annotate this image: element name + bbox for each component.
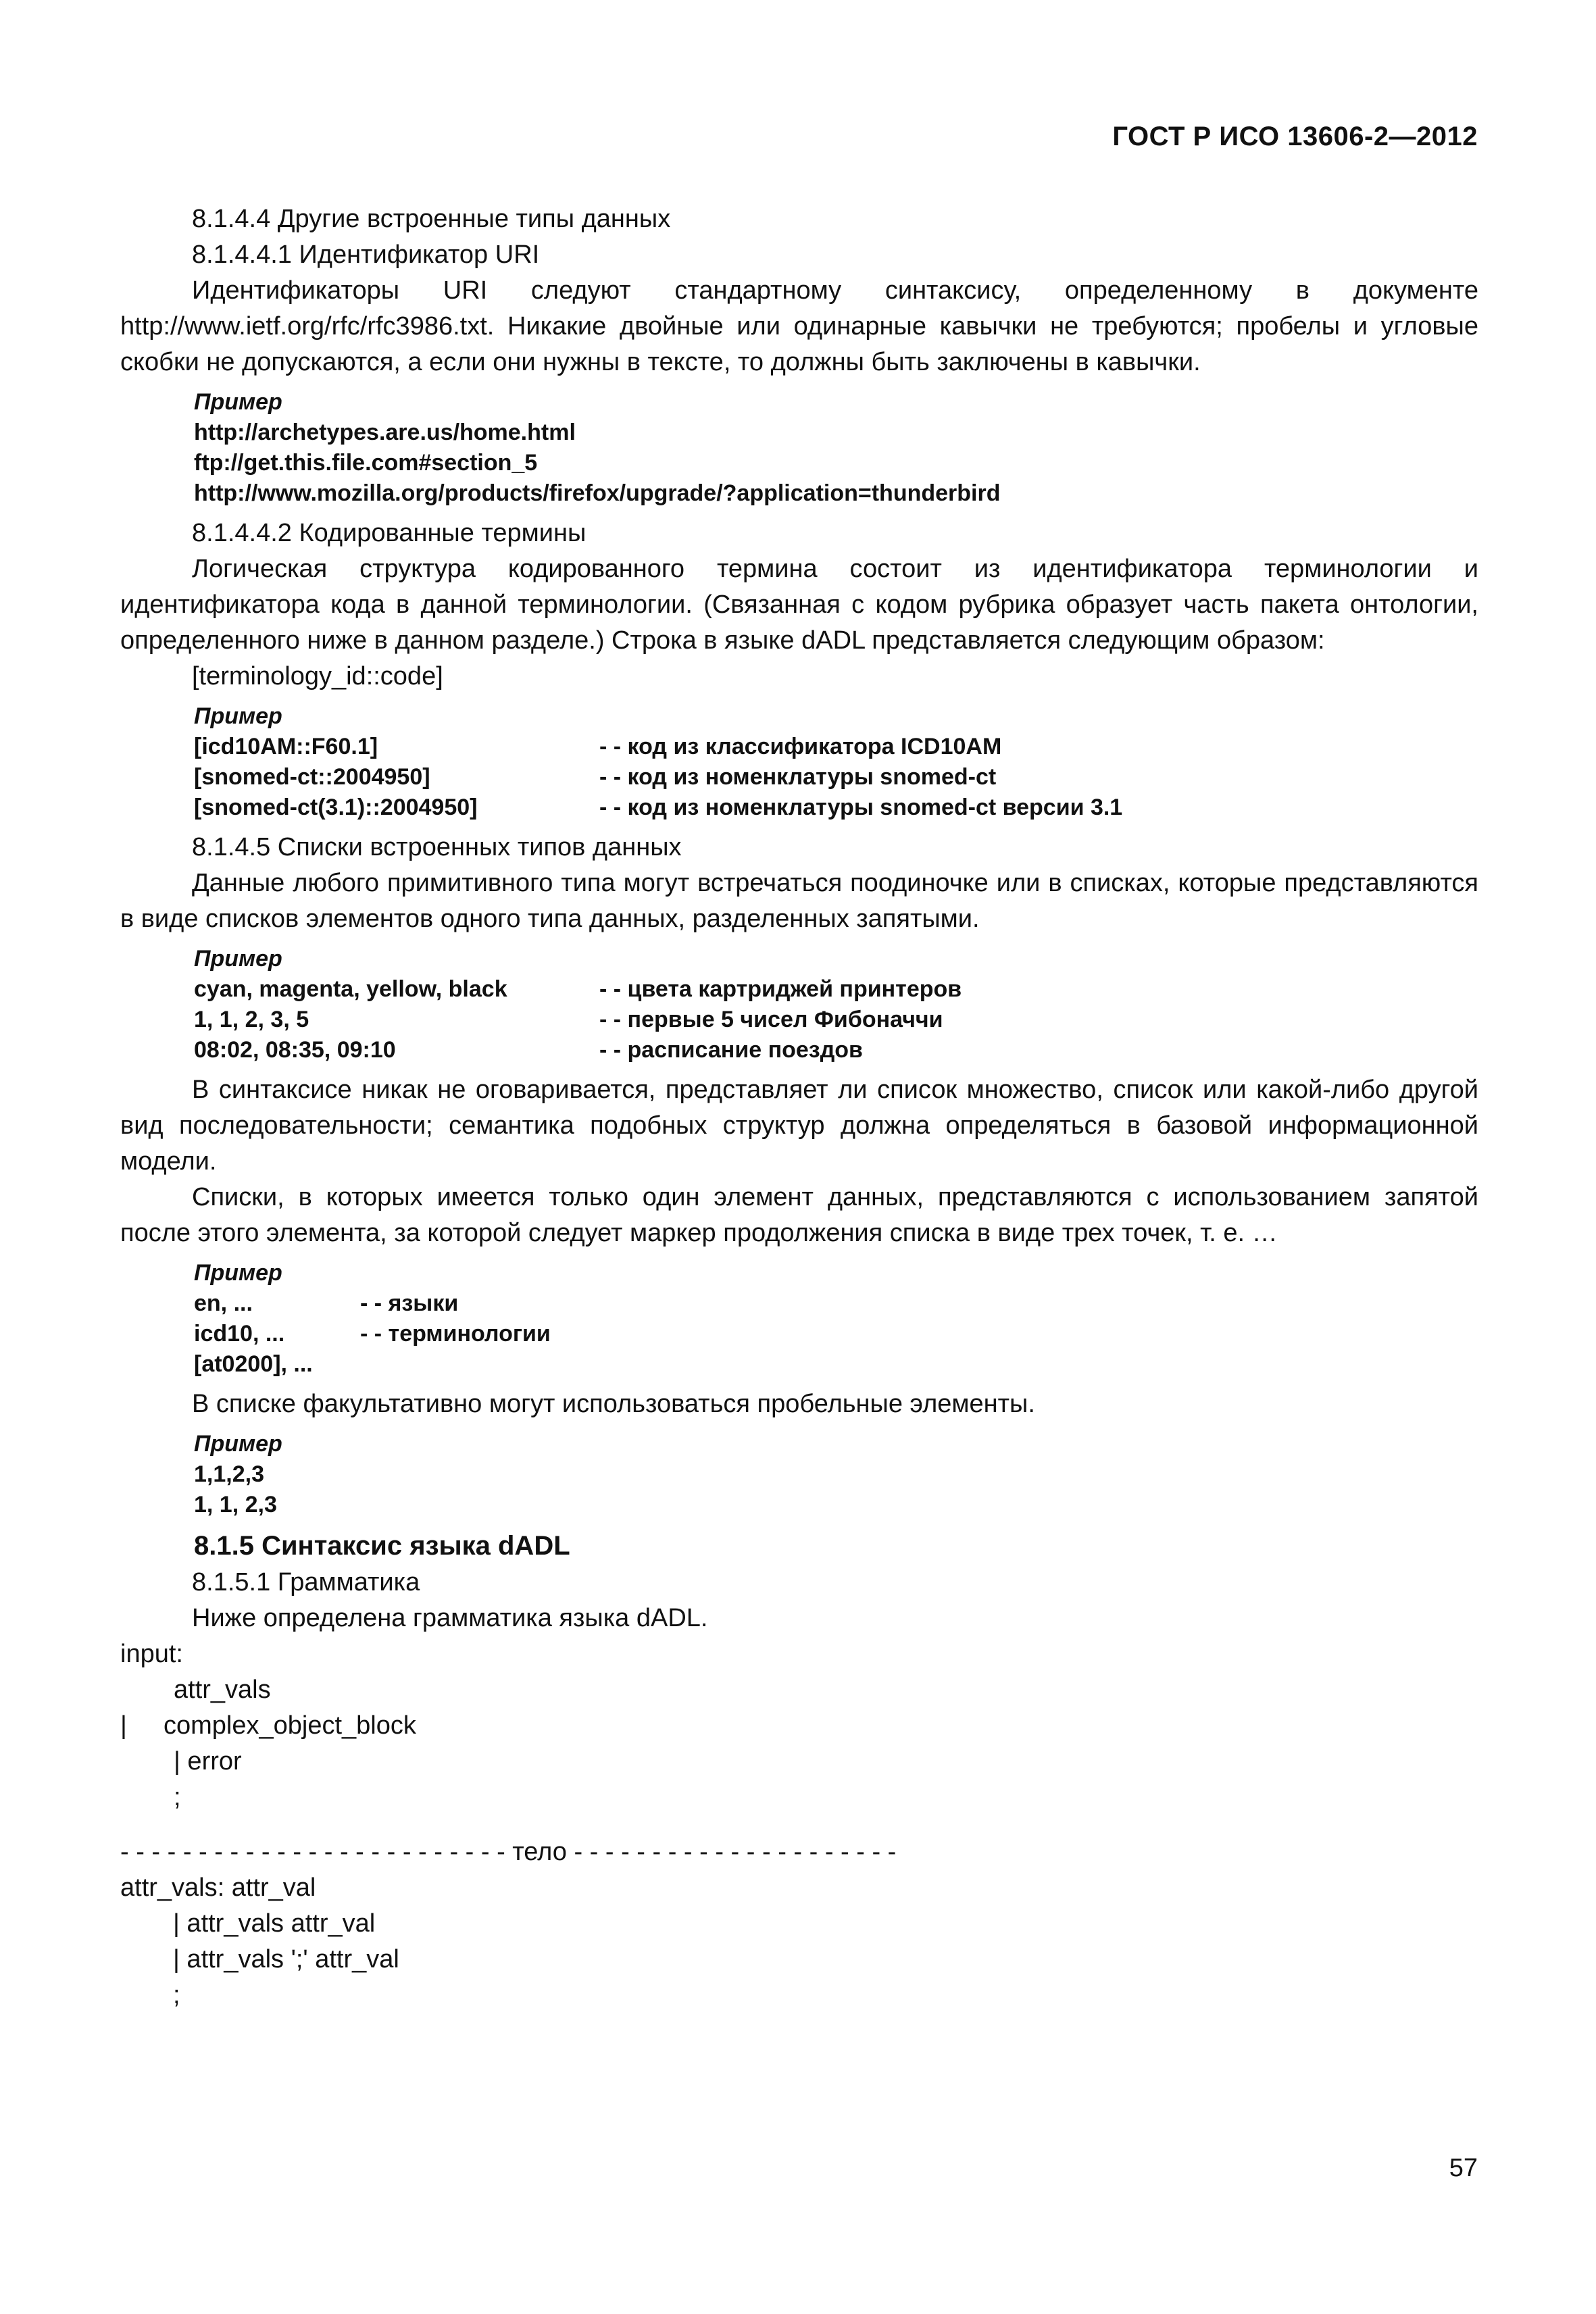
section-title-8-1-4-5: 8.1.4.5 Списки встроенных типов данных — [192, 833, 682, 861]
example-row — [194, 1035, 1478, 1065]
grammar-line: ; — [174, 1783, 181, 1811]
paragraph-coded-terms: Логическая структура кодированного термина состоит из идентификатора терминологии и идентификатора кода в данной терминологии. (Связанная с кодом рубрика образует часть пакета онтологии, определенного ниже в данном разделе.) Строка в языке dADL представляется следующим образом: — [120, 555, 1478, 655]
example-line: http://archetypes.are.us/home.html — [194, 420, 576, 445]
section-title-8-1-4-4: 8.1.4.4 Другие встроенные типы данных — [192, 205, 671, 233]
example-label: Пример — [194, 946, 282, 972]
grammar-block — [120, 1636, 1478, 2013]
section-title-8-1-4-4-1: 8.1.4.4.1 Идентификатор URI — [192, 241, 540, 269]
example-comment: - - терминологии — [360, 1321, 551, 1347]
example-label: Пример — [194, 1260, 282, 1286]
example-label: Пример — [194, 389, 282, 415]
page-number: 57 — [1449, 2154, 1478, 2182]
example-code: cyan, magenta, yellow, black — [194, 976, 507, 1002]
example-code: [at0200], ... — [194, 1351, 313, 1377]
example-whitespace — [194, 1429, 1478, 1520]
example-comment: - - языки — [360, 1290, 459, 1316]
syntax-line: [terminology_id::code] — [192, 662, 443, 690]
example-row — [194, 1288, 1478, 1319]
example-row — [194, 1319, 1478, 1349]
example-code: en, ... — [194, 1290, 253, 1316]
example-line: 1, 1, 2,3 — [194, 1492, 277, 1517]
example-line: http://www.mozilla.org/products/firefox/upgrade/?application=thunderbird — [194, 480, 1001, 506]
grammar-token: complex_object_block — [164, 1711, 416, 1740]
example-line: ftp://get.this.file.com#section_5 — [194, 450, 538, 476]
grammar-line: input: — [120, 1640, 183, 1668]
example-lists — [194, 944, 1478, 1065]
example-comment: - - код из номенклатуры snomed-ct — [599, 764, 997, 790]
grammar-line: attr_vals — [174, 1676, 271, 1704]
grammar-line: ; — [173, 1981, 180, 2009]
example-comment: - - код из классификатора ICD10AM — [599, 734, 1002, 759]
example-comment: - - первые 5 чисел Фибоначчи — [599, 1007, 943, 1032]
grammar-line: attr_vals: attr_val — [120, 1873, 316, 1902]
example-code: [snomed-ct(3.1)::2004950] — [194, 795, 478, 820]
paragraph-single-element: Списки, в которых имеется только один элемент данных, представляются с использованием запятой после этого элемента, за которой следует маркер продолжения списка в виде трех точек, т. е. … — [120, 1183, 1478, 1247]
paragraph-whitespace: В списке факультативно могут использоваться пробельные элементы. — [192, 1390, 1035, 1418]
grammar-line: | attr_vals attr_val — [173, 1909, 376, 1938]
example-code: 08:02, 08:35, 09:10 — [194, 1037, 396, 1063]
document-header: ГОСТ Р ИСО 13606-2—2012 — [1112, 122, 1478, 151]
example-line: 1,1,2,3 — [194, 1461, 264, 1487]
example-code: icd10, ... — [194, 1321, 285, 1347]
spacer — [120, 1815, 1478, 1834]
grammar-line: | attr_vals ';' attr_val — [173, 1945, 399, 1973]
section-title-8-1-5-1: 8.1.5.1 Грамматика — [192, 1568, 420, 1596]
paragraph-lists: Данные любого примитивного типа могут встречаться поодиночке или в списках, которые представляются в виде списков элементов одного типа данных, разделенных запятыми. — [120, 869, 1478, 933]
example-label: Пример — [194, 1431, 282, 1457]
grammar-line — [120, 1708, 1478, 1744]
example-single — [194, 1258, 1478, 1380]
example-uri — [194, 387, 1478, 509]
grammar-pipe: | — [120, 1711, 127, 1740]
paragraph-uri: Идентификаторы URI следуют стандартному синтаксису, определенному в документе http://www.ietf.org/rfc/rfc3986.txt. Никакие двойные или одинарные кавычки не требуются; пробелы и угловые скобки не допускаются, а если они нужны в тексте, то должны быть заключены в кавычки. — [120, 276, 1478, 376]
section-heading-8-1-5: 8.1.5 Синтаксис языка dADL — [194, 1531, 570, 1561]
example-row — [194, 762, 1478, 793]
example-row — [194, 1349, 1478, 1380]
example-row — [194, 974, 1478, 1005]
grammar-separator: - - - - - - - - - - - - - - - - - - - - - - - - - тело - - - - - - - - - - - - - - - - - - - - - — [120, 1838, 897, 1866]
grammar-line: | error — [174, 1747, 242, 1776]
example-code: [snomed-ct::2004950] — [194, 764, 430, 790]
example-row — [194, 793, 1478, 823]
example-row — [194, 1005, 1478, 1035]
example-comment: - - цвета картриджей принтеров — [599, 976, 962, 1002]
example-comment: - - расписание поездов — [599, 1037, 863, 1063]
section-title-8-1-4-4-2: 8.1.4.4.2 Кодированные термины — [192, 519, 587, 547]
example-label: Пример — [194, 703, 282, 729]
example-terms — [194, 701, 1478, 823]
example-code: 1, 1, 2, 3, 5 — [194, 1007, 309, 1032]
paragraph-grammar-intro: Ниже определена грамматика языка dADL. — [192, 1604, 708, 1632]
example-comment: - - код из номенклатуры snomed-ct версии 3.1 — [599, 795, 1123, 820]
example-row — [194, 732, 1478, 762]
example-code: [icd10AM::F60.1] — [194, 734, 378, 759]
document-body — [120, 201, 1478, 2013]
paragraph-semantics: В синтаксисе никак не оговаривается, представляет ли список множество, список или какой-либо другой вид последовательности; семантика подобных структур должна определяться в базовой информационной модели. — [120, 1076, 1478, 1176]
